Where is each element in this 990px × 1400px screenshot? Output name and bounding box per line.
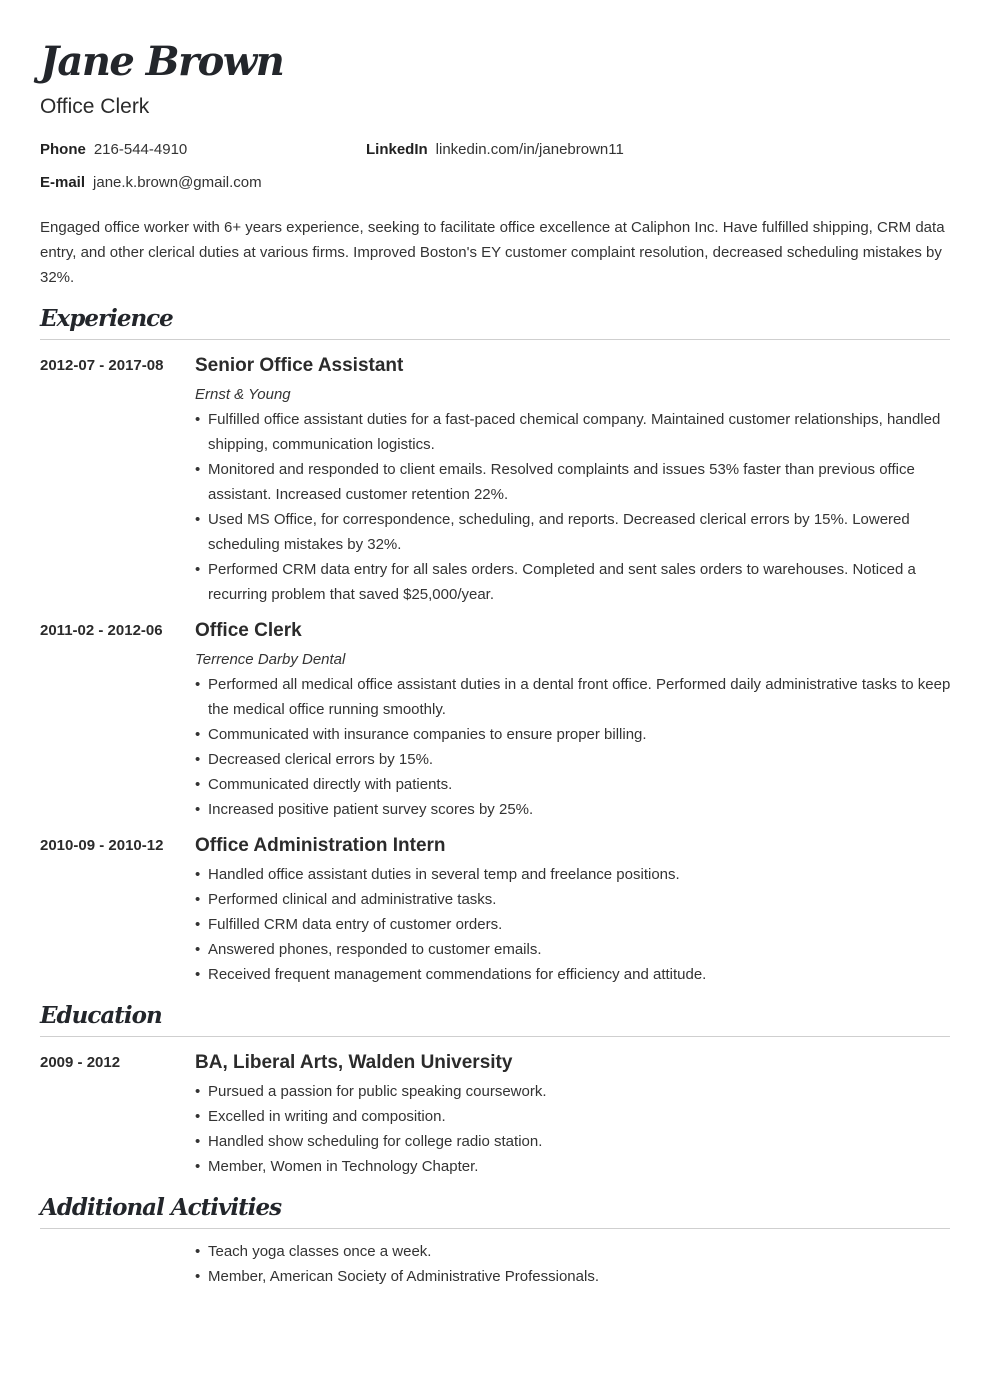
entry-bullets [195, 1079, 955, 1179]
entry-company: Terrence Darby Dental [195, 651, 346, 668]
bullet-item: • Monitored and responded to client emails. Resolved complaints and issues 53% faster than previous office assistant. Increased customer retention 22%. [195, 457, 955, 507]
entry-title: Office Administration Intern [195, 835, 446, 856]
entry-bullets [195, 862, 955, 987]
bullet-item: • Member, American Society of Administrative Professionals. [195, 1264, 955, 1289]
entry-dates: 2010-09 - 2010-12 [40, 837, 164, 854]
entry-dates: 2009 - 2012 [40, 1054, 121, 1071]
candidate-name: Jane Brown [40, 38, 284, 85]
bullet-item: • Performed CRM data entry for all sales orders. Completed and sent sales orders to warehouses. Noticed a recurring problem that saved $25,000/year. [195, 557, 955, 607]
bullet-item: • Teach yoga classes once a week. [195, 1239, 955, 1264]
bullet-item: • Increased positive patient survey scores by 25%. [195, 797, 955, 822]
bullet-item: • Performed all medical office assistant duties in a dental front office. Performed daily administrative tasks to keep the medical office running smoothly. [195, 672, 955, 722]
entry-title: BA, Liberal Arts, Walden University [195, 1052, 513, 1073]
linkedin-label: LinkedIn [366, 141, 428, 158]
contact-linkedin [366, 140, 624, 160]
bullet-item: • Received frequent management commendations for efficiency and attitude. [195, 962, 955, 987]
bullet-item: • Pursued a passion for public speaking coursework. [195, 1079, 955, 1104]
contact-email [40, 173, 262, 193]
phone-label: Phone [40, 141, 86, 158]
bullet-item: • Fulfilled office assistant duties for a fast-paced chemical company. Maintained customer relationships, handled shipping, communication logistics. [195, 407, 955, 457]
bullet-item: • Handled office assistant duties in several temp and freelance positions. [195, 862, 955, 887]
activities-divider [40, 1228, 950, 1229]
bullet-item: • Fulfilled CRM data entry of customer orders. [195, 912, 955, 937]
education-heading: Education [40, 1002, 162, 1029]
experience-heading: Experience [40, 305, 173, 332]
bullet-item: • Decreased clerical errors by 15%. [195, 747, 955, 772]
entry-bullets [195, 672, 955, 822]
bullet-item: • Used MS Office, for correspondence, scheduling, and reports. Decreased clerical errors by 15%. Lowered scheduling mistakes by 32%. [195, 507, 955, 557]
entry-title: Office Clerk [195, 620, 302, 641]
bullet-item: • Answered phones, responded to customer emails. [195, 937, 955, 962]
phone-value: 216-544-4910 [93, 141, 188, 158]
bullet-item: • Communicated with insurance companies to ensure proper billing. [195, 722, 955, 747]
bullet-item: • Excelled in writing and composition. [195, 1104, 955, 1129]
bullet-item: • Performed clinical and administrative tasks. [195, 887, 955, 912]
entry-dates: 2012-07 - 2017-08 [40, 357, 164, 374]
entry-dates: 2011-02 - 2012-06 [40, 622, 163, 639]
candidate-role: Office Clerk [40, 95, 150, 118]
email-label: E-mail [40, 174, 86, 191]
bullet-item: • Communicated directly with patients. [195, 772, 955, 797]
summary-text: Engaged office worker with 6+ years experience, seeking to facilitate office excellence at Caliphon Inc. Have fulfilled shipping, CRM data entry, and other clerical duties at various firms. Improved Boston's EY customer complaint resolution, decreased scheduling mistakes by 32%. [40, 219, 945, 286]
education-divider [40, 1036, 950, 1037]
linkedin-value: linkedin.com/in/janebrown11 [435, 141, 624, 158]
contact-phone [40, 140, 187, 160]
entry-title: Senior Office Assistant [195, 355, 404, 376]
entry-company: Ernst & Young [195, 386, 291, 403]
activities-bullets [195, 1239, 955, 1289]
bullet-item: • Member, Women in Technology Chapter. [195, 1154, 955, 1179]
entry-bullets [195, 407, 955, 607]
experience-divider [40, 339, 950, 340]
bullet-item: • Handled show scheduling for college radio station. [195, 1129, 955, 1154]
activities-heading: Additional Activities [40, 1194, 282, 1221]
email-value: jane.k.brown@gmail.com [93, 174, 262, 191]
